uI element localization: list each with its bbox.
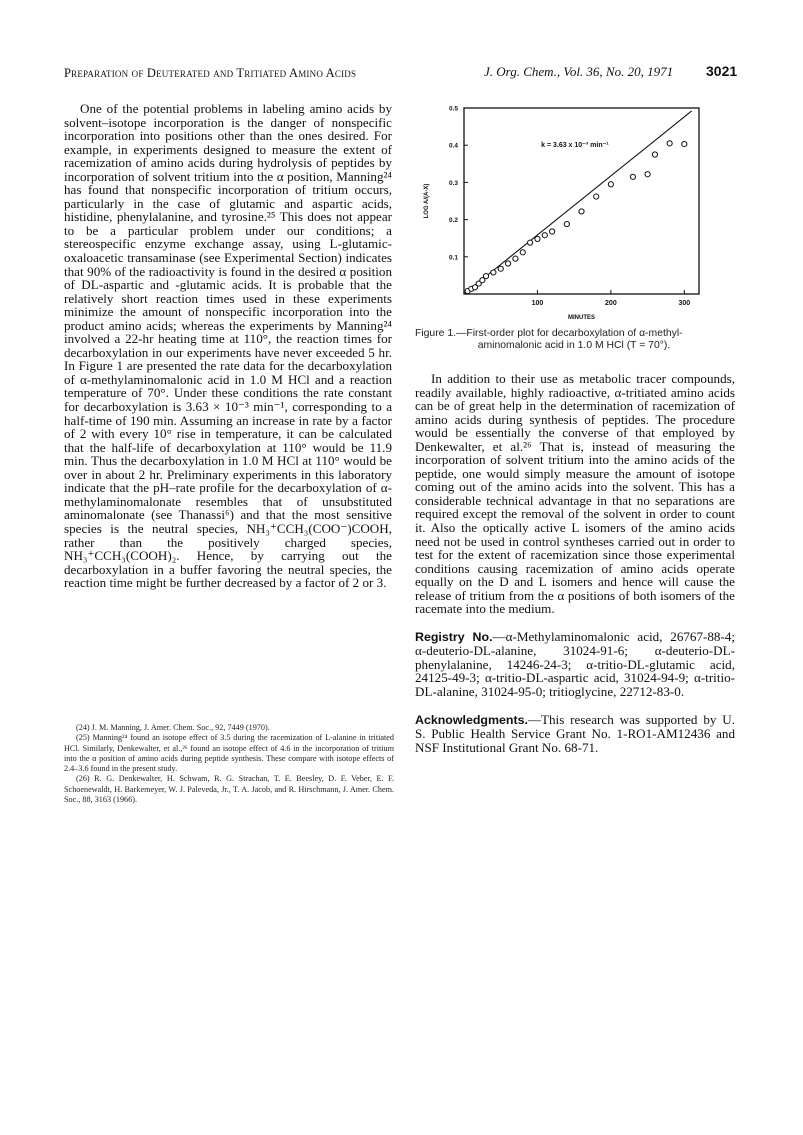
- y-tick-label: 0.3: [448, 179, 458, 187]
- data-point: [594, 194, 599, 199]
- data-point: [535, 236, 540, 241]
- data-point: [498, 266, 503, 271]
- data-point: [527, 240, 532, 245]
- registry-text: —α-Methylaminomalonic acid, 26767-88-4; α-deuterio-DL-alanine, 31024-91-6; α-deuterio-DL-phenylalanine, 14246-24-3; α-tritio-DL-glutamic acid, 24125-49-3; α-tritio-DL-aspartic acid, 31024-94-9; α-tritio-DL-alanine, 31024-95-0; tritioglycine, 22712-83-0.: [415, 628, 736, 700]
- x-axis-label: MINUTES: [568, 315, 595, 321]
- data-point: [608, 182, 613, 187]
- data-point: [645, 172, 650, 177]
- acknowledgments: [415, 713, 735, 755]
- figure-1-chart: [414, 100, 724, 322]
- data-point: [682, 141, 687, 146]
- footnote-24: (24) J. M. Manning, J. Amer. Chem. Soc., 92, 7449 (1970).: [76, 723, 270, 732]
- left-column: [64, 102, 392, 590]
- footnotes: [64, 723, 394, 805]
- registry-label: Registry No.: [415, 629, 493, 644]
- body-paragraph: One of the potential problems in labeling amino acids by solvent–isotope incorporation is the danger of nonspecific incorporation into positions other than the ones desired. For example, in experiments designed to measure the extent of racemization of amino acids during hydrolysis of peptides by incorporation of solvent tritium into the α position, Manning²⁴ has found that nonspecific incorporation of tritium occurs, particularly in the case of glutamic and aspartic acids, histidine, phenylalanine, and tyrosine.²⁵ This does not appear to be a particular problem under our conditions; a stereospecific enzyme exchange assay, using L-glutamic-oxaloacetic transaminase (see Experimental Section) indicates that 90% of the radioactivity is found in the desired α position of DL-aspartic and -glutamic acids. It is probable that the relatively short reaction times used in these experiments minimize the amount of nonspecific incorporation into the product amino acids; whereas the experiments by Manning²⁴ involved a 22-hr heating time at 110°, the reaction times for decarboxylation in our experiments have never exceeded 5 hr. In Figure 1 are presented the rate data for the decarboxylation of α-methylaminomalonic acid in 1.0 M HCl and a reaction temperature of 70°. Under these conditions the rate constant for decarboxylation is 3.63 × 10⁻³ min⁻¹, corresponding to a half-time of 190 min. Assuming an increase in rate by a factor of 2 with every 10° rise in temperature, it can be calculated that the half-life of decarboxylation at 110° would be 11.9 min. Thus the decarboxylation in 1.0 M HCl at 110° would be over in about 2 hr. Preliminary experiments in this laboratory indicate that the pH–rate profile for the decarboxylation of α-methylaminomalonate resembles that of unsubstituted aminomalonate (see Thanassi⁶) and that the most sensitive species is the neutral species, NH₃⁺CCH₃(COO⁻)COOH, rather than the positively charged species, NH₃⁺CCH₃(COOH)₂. Hence, by carrying out the decarboxylation in a buffer favoring the neutral species, the reaction time might be further decreased by a factor of 2 or 3.: [64, 101, 392, 591]
- y-tick-label: 0.2: [448, 217, 458, 225]
- figure-caption: [415, 328, 733, 352]
- data-point: [630, 174, 635, 179]
- data-point: [542, 233, 547, 238]
- x-tick-label: 200: [605, 300, 617, 307]
- data-point: [483, 274, 488, 279]
- caption-line-1: Figure 1.—First-order plot for decarboxylation of α-methyl-: [415, 328, 683, 339]
- y-tick-label: 0.1: [448, 254, 458, 262]
- data-point: [520, 250, 525, 255]
- body-paragraph-right: In addition to their use as metabolic tracer compounds, readily available, highly radioactive, α-tritiated amino acids can be of great help in the determination of racemization of amino acids during synthesis of peptides. The procedure would be essentially the converse of that employed by Denkewalter, et al.²⁶ That is, instead of measuring the incorporation of solvent tritium into the amino acids of the peptide, one would simply measure the amount of isotope coming out of the amino acids into the solvent. This has a considerable technical advantage in that no separations are required except the removal of the solvent in order to count it. Also the optically active L isomers of the amino acids need not be used in control syntheses carried out in order to test for the extent of racemization since those experimental conditions causing racemization of amino acids operate equally on the D and L isomers and hence will cause the release of tritium from the α positions of both isomers of the racemate into the medium.: [415, 371, 735, 617]
- footnote-25: (25) Manning²⁴ found an isotope effect of 3.5 during the racemization of L-alanine in tritiated HCl. Similarly, Denkewalter, et al.,²⁶ found an isotope effect of 4.6 in the incorporation of tritium into the α position of amino acids during peptide synthesis. These compare with isotope effects of 2.4–3.6 found in the present study.: [64, 733, 394, 774]
- x-tick-label: 100: [531, 300, 544, 307]
- ack-label: Acknowledgments.: [415, 712, 528, 727]
- registry-numbers: [415, 630, 735, 699]
- footnote-26: (26) R. G. Denkewalter, H. Schwam, R. G. Strachan, T. E. Beesley, D. F. Veber, E. F. Schoenewaldt, H. Barkemeyer, W. J. Paleveda, Jr., T. A. Jacob, and R. Hirschmann, J. Amer. Chem. Soc., 88, 3163 (1966).: [64, 774, 394, 805]
- data-point: [513, 256, 518, 261]
- data-point: [667, 141, 672, 146]
- data-point: [652, 152, 657, 157]
- right-column: [415, 372, 735, 754]
- rate-constant-annotation: k = 3.63 x 10⁻³ min⁻¹: [541, 142, 609, 150]
- data-point: [579, 209, 584, 214]
- fit-line: [464, 111, 692, 294]
- y-tick-label: 0.4: [448, 142, 458, 150]
- y-tick-label: 0.5: [448, 105, 458, 113]
- running-title: Preparation of Deuterated and Tritiated Amino Acids: [64, 66, 357, 80]
- x-tick-label: 300: [678, 300, 691, 307]
- data-point: [564, 221, 569, 226]
- page-number: 3021: [706, 63, 738, 79]
- y-axis-label: LOG A/(A-X): [424, 183, 430, 219]
- ack-text: —This research was supported by U. S. Public Health Service Grant No. 1-RO1-AM12436 and NSF Institutional Grant No. 68-71.: [415, 711, 735, 755]
- journal-citation: J. Org. Chem., Vol. 36, No. 20, 1971: [484, 64, 674, 79]
- caption-line-2: aminomalonic acid in 1.0 M HCl (T = 70°).: [477, 340, 671, 351]
- data-point: [505, 261, 510, 266]
- data-point: [550, 229, 555, 234]
- data-point: [491, 270, 496, 275]
